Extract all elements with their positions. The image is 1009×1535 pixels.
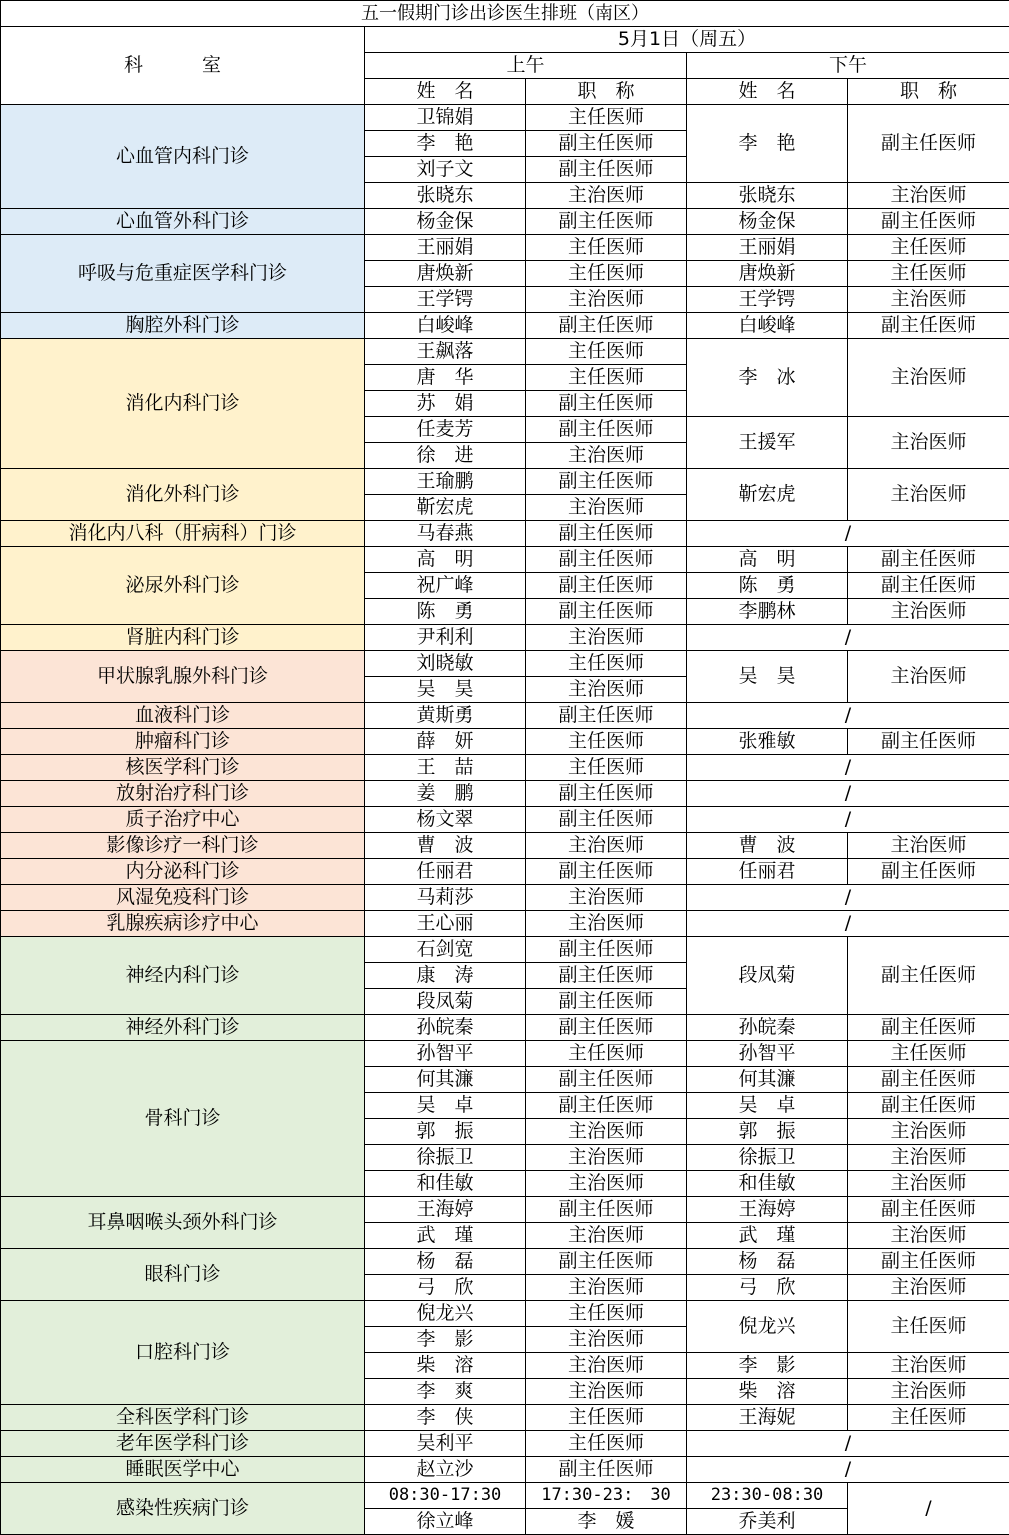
pm-doctor-rank: 主治医师 [848, 417, 1009, 469]
am-doctor-name: 陈 勇 [365, 599, 526, 625]
am-doctor-rank: 副主任医师 [526, 781, 687, 807]
department-name: 质子治疗中心 [1, 807, 365, 833]
table-row [1, 911, 1009, 937]
department-name: 内分泌科门诊 [1, 859, 365, 885]
pm-doctor-name: 段凤菊 [687, 937, 848, 1015]
pm-doctor-name: 王学锷 [687, 287, 848, 313]
am-doctor-name: 李 影 [365, 1327, 526, 1353]
pm-doctor-name: 任丽君 [687, 859, 848, 885]
pm-doctor-name: 柴 溶 [687, 1379, 848, 1405]
am-doctor-name: 康 涛 [365, 963, 526, 989]
pm-doctor-rank: 副主任医师 [848, 313, 1009, 339]
department-name: 放射治疗科门诊 [1, 781, 365, 807]
pm-no-clinic: / [687, 755, 1009, 781]
am-doctor-rank: 副主任医师 [526, 209, 687, 235]
department-name: 老年医学科门诊 [1, 1431, 365, 1457]
department-name: 心血管外科门诊 [1, 209, 365, 235]
department-name: 影像诊疗一科门诊 [1, 833, 365, 859]
am-doctor-name: 何其濂 [365, 1067, 526, 1093]
am-doctor-rank: 主任医师 [526, 651, 687, 677]
department-name: 神经外科门诊 [1, 1015, 365, 1041]
pm-doctor-name: 徐振卫 [687, 1145, 848, 1171]
am-doctor-rank: 主任医师 [526, 339, 687, 365]
table-row [1, 1431, 1009, 1457]
pm-doctor-name: 吴 卓 [687, 1093, 848, 1119]
am-doctor-rank: 主任医师 [526, 235, 687, 261]
am-doctor-rank: 副主任医师 [526, 859, 687, 885]
am-doctor-name: 唐 华 [365, 365, 526, 391]
am-doctor-rank: 副主任医师 [526, 1093, 687, 1119]
am-doctor-rank: 副主任医师 [526, 391, 687, 417]
am-doctor-rank: 副主任医师 [526, 313, 687, 339]
am-doctor-rank: 副主任医师 [526, 469, 687, 495]
am-doctor-name: 孙智平 [365, 1041, 526, 1067]
am-doctor-rank: 主治医师 [526, 625, 687, 651]
am-doctor-name: 倪龙兴 [365, 1301, 526, 1327]
pm-doctor-name: 王丽娟 [687, 235, 848, 261]
am-doctor-name: 石剑宽 [365, 937, 526, 963]
pm-doctor-rank: 副主任医师 [848, 729, 1009, 755]
am-doctor-name: 吴 昊 [365, 677, 526, 703]
am-doctor-name: 刘子文 [365, 157, 526, 183]
am-doctor-name: 曹 波 [365, 833, 526, 859]
pm-doctor-name: 杨金保 [687, 209, 848, 235]
pm-doctor-rank: 副主任医师 [848, 1093, 1009, 1119]
table-row [1, 209, 1009, 235]
pm-doctor-rank: 副主任医师 [848, 937, 1009, 1015]
department-name: 肿瘤科门诊 [1, 729, 365, 755]
am-doctor-rank: 主任医师 [526, 755, 687, 781]
am-doctor-rank: 主任医师 [526, 1301, 687, 1327]
pm-doctor-rank: 主任医师 [848, 1301, 1009, 1353]
department-name: 眼科门诊 [1, 1249, 365, 1301]
table-row [1, 833, 1009, 859]
am-doctor-name: 王飙落 [365, 339, 526, 365]
shift-time: 08:30-17:30 [365, 1483, 526, 1509]
am-doctor-name: 柴 溶 [365, 1353, 526, 1379]
table-row [1, 651, 1009, 677]
am-doctor-name: 黄斯勇 [365, 703, 526, 729]
am-doctor-rank: 副主任医师 [526, 521, 687, 547]
am-doctor-rank: 主治医师 [526, 885, 687, 911]
header-afternoon: 下午 [687, 53, 1009, 79]
table-row [1, 755, 1009, 781]
am-doctor-name: 徐振卫 [365, 1145, 526, 1171]
table-row [1, 469, 1009, 495]
pm-doctor-name: 王海妮 [687, 1405, 848, 1431]
page-title: 五一假期门诊出诊医生排班（南区） [1, 1, 1009, 27]
am-doctor-rank: 副主任医师 [526, 599, 687, 625]
pm-no-clinic: / [687, 885, 1009, 911]
am-doctor-rank: 主任医师 [526, 365, 687, 391]
department-name: 胸腔外科门诊 [1, 313, 365, 339]
am-doctor-name: 杨 磊 [365, 1249, 526, 1275]
department-name: 全科医学科门诊 [1, 1405, 365, 1431]
pm-doctor-name: 孙皖秦 [687, 1015, 848, 1041]
table-row [1, 1197, 1009, 1223]
am-doctor-name: 李 艳 [365, 131, 526, 157]
shift-time: 17:30-23: 30 [526, 1483, 687, 1509]
pm-doctor-rank: 副主任医师 [848, 209, 1009, 235]
am-doctor-rank: 主治医师 [526, 1353, 687, 1379]
am-doctor-rank: 副主任医师 [526, 1249, 687, 1275]
header-am-name: 姓 名 [365, 79, 526, 105]
pm-doctor-rank: 主治医师 [848, 287, 1009, 313]
am-doctor-name: 高 明 [365, 547, 526, 573]
am-doctor-rank: 主治医师 [526, 1379, 687, 1405]
am-doctor-name: 徐 进 [365, 443, 526, 469]
am-doctor-name: 靳宏虎 [365, 495, 526, 521]
department-name: 神经内科门诊 [1, 937, 365, 1015]
am-doctor-name: 卫锦娟 [365, 105, 526, 131]
header-date: 5月1日（周五） [365, 27, 1009, 53]
shift-time: 23:30-08:30 [687, 1483, 848, 1509]
table-row [1, 937, 1009, 963]
table-row [1, 807, 1009, 833]
am-doctor-rank: 主治医师 [526, 1327, 687, 1353]
department-name: 血液科门诊 [1, 703, 365, 729]
pm-doctor-rank: 主治医师 [848, 1223, 1009, 1249]
pm-doctor-name: 孙智平 [687, 1041, 848, 1067]
pm-doctor-rank: 主治医师 [848, 1275, 1009, 1301]
shift-doctor-name: 乔美利 [687, 1509, 848, 1535]
table-row [1, 625, 1009, 651]
department-name: 骨科门诊 [1, 1041, 365, 1197]
am-doctor-name: 李 侠 [365, 1405, 526, 1431]
am-doctor-name: 白峻峰 [365, 313, 526, 339]
pm-doctor-rank: 主治医师 [848, 599, 1009, 625]
am-doctor-name: 王瑜鹏 [365, 469, 526, 495]
am-doctor-rank: 主任医师 [526, 261, 687, 287]
department-name: 呼吸与危重症医学科门诊 [1, 235, 365, 313]
department-name: 口腔科门诊 [1, 1301, 365, 1405]
pm-doctor-name: 白峻峰 [687, 313, 848, 339]
am-doctor-rank: 主任医师 [526, 1431, 687, 1457]
am-doctor-rank: 主治医师 [526, 911, 687, 937]
am-doctor-rank: 主治医师 [526, 1171, 687, 1197]
am-doctor-name: 姜 鹏 [365, 781, 526, 807]
pm-doctor-name: 张雅敏 [687, 729, 848, 755]
department-name: 消化内八科（肝病科）门诊 [1, 521, 365, 547]
table-row [1, 521, 1009, 547]
am-doctor-rank: 主治医师 [526, 287, 687, 313]
am-doctor-rank: 主任医师 [526, 105, 687, 131]
am-doctor-rank: 主治医师 [526, 677, 687, 703]
am-doctor-rank: 副主任医师 [526, 1457, 687, 1483]
department-name: 肾脏内科门诊 [1, 625, 365, 651]
table-row [1, 1301, 1009, 1327]
am-doctor-rank: 主治医师 [526, 183, 687, 209]
am-doctor-rank: 副主任医师 [526, 1067, 687, 1093]
pm-doctor-rank: 副主任医师 [848, 1067, 1009, 1093]
pm-doctor-rank: 主治医师 [848, 469, 1009, 521]
table-row [1, 1249, 1009, 1275]
table-row [1, 1405, 1009, 1431]
pm-no-clinic: / [687, 625, 1009, 651]
am-doctor-rank: 副主任医师 [526, 703, 687, 729]
pm-doctor-name: 李 冰 [687, 339, 848, 417]
pm-doctor-rank: 主治医师 [848, 339, 1009, 417]
header-pm-name: 姓 名 [687, 79, 848, 105]
am-doctor-name: 张晓东 [365, 183, 526, 209]
header-pm-rank: 职 称 [848, 79, 1009, 105]
pm-doctor-name: 高 明 [687, 547, 848, 573]
am-doctor-name: 李 爽 [365, 1379, 526, 1405]
pm-doctor-rank: 主任医师 [848, 1041, 1009, 1067]
department-name: 感染性疾病门诊 [1, 1483, 365, 1535]
am-doctor-rank: 副主任医师 [526, 937, 687, 963]
pm-doctor-name: 王援军 [687, 417, 848, 469]
am-doctor-name: 吴利平 [365, 1431, 526, 1457]
am-doctor-name: 杨文翠 [365, 807, 526, 833]
table-row [1, 235, 1009, 261]
am-doctor-rank: 副主任医师 [526, 417, 687, 443]
am-doctor-name: 王丽娟 [365, 235, 526, 261]
pm-doctor-name: 靳宏虎 [687, 469, 848, 521]
pm-doctor-name: 李鹏林 [687, 599, 848, 625]
table-row [1, 313, 1009, 339]
pm-doctor-name: 何其濂 [687, 1067, 848, 1093]
am-doctor-name: 尹利利 [365, 625, 526, 651]
pm-doctor-rank: 副主任医师 [848, 105, 1009, 183]
am-doctor-name: 马春燕 [365, 521, 526, 547]
table-row [1, 729, 1009, 755]
department-name: 泌尿外科门诊 [1, 547, 365, 625]
table-row [1, 547, 1009, 573]
table-row [1, 1483, 1009, 1509]
pm-doctor-rank: 主治医师 [848, 833, 1009, 859]
am-doctor-name: 王心丽 [365, 911, 526, 937]
table-row [1, 781, 1009, 807]
no-clinic: / [848, 1483, 1009, 1535]
department-name: 耳鼻咽喉头颈外科门诊 [1, 1197, 365, 1249]
pm-doctor-name: 张晓东 [687, 183, 848, 209]
department-name: 消化外科门诊 [1, 469, 365, 521]
am-doctor-rank: 主治医师 [526, 1275, 687, 1301]
shift-doctor-name: 徐立峰 [365, 1509, 526, 1535]
pm-doctor-name: 王海婷 [687, 1197, 848, 1223]
am-doctor-rank: 副主任医师 [526, 1015, 687, 1041]
am-doctor-rank: 主治医师 [526, 1119, 687, 1145]
pm-no-clinic: / [687, 1431, 1009, 1457]
pm-doctor-name: 陈 勇 [687, 573, 848, 599]
am-doctor-name: 苏 娟 [365, 391, 526, 417]
table-row [1, 1041, 1009, 1067]
pm-doctor-rank: 主治医师 [848, 651, 1009, 703]
department-name: 心血管内科门诊 [1, 105, 365, 209]
am-doctor-name: 段凤菊 [365, 989, 526, 1015]
am-doctor-rank: 主治医师 [526, 1223, 687, 1249]
pm-doctor-rank: 主治医师 [848, 1119, 1009, 1145]
header-morning: 上午 [365, 53, 687, 79]
am-doctor-name: 吴 卓 [365, 1093, 526, 1119]
shift-doctor-name: 李 媛 [526, 1509, 687, 1535]
department-name: 风湿免疫科门诊 [1, 885, 365, 911]
pm-doctor-rank: 主任医师 [848, 235, 1009, 261]
pm-doctor-name: 李 艳 [687, 105, 848, 183]
pm-no-clinic: / [687, 807, 1009, 833]
am-doctor-name: 祝广峰 [365, 573, 526, 599]
am-doctor-rank: 主任医师 [526, 1405, 687, 1431]
pm-doctor-rank: 主治医师 [848, 1353, 1009, 1379]
am-doctor-name: 杨金保 [365, 209, 526, 235]
am-doctor-name: 孙皖秦 [365, 1015, 526, 1041]
am-doctor-name: 唐焕新 [365, 261, 526, 287]
am-doctor-rank: 主任医师 [526, 729, 687, 755]
am-doctor-name: 王学锷 [365, 287, 526, 313]
department-name: 核医学科门诊 [1, 755, 365, 781]
pm-doctor-rank: 副主任医师 [848, 1197, 1009, 1223]
pm-doctor-rank: 副主任医师 [848, 1249, 1009, 1275]
pm-doctor-name: 武 瑾 [687, 1223, 848, 1249]
am-doctor-rank: 副主任医师 [526, 963, 687, 989]
table-row [1, 339, 1009, 365]
am-doctor-name: 任丽君 [365, 859, 526, 885]
pm-doctor-name: 郭 振 [687, 1119, 848, 1145]
am-doctor-name: 王 喆 [365, 755, 526, 781]
am-doctor-rank: 副主任医师 [526, 1197, 687, 1223]
department-name: 睡眠医学中心 [1, 1457, 365, 1483]
am-doctor-rank: 主任医师 [526, 1041, 687, 1067]
am-doctor-rank: 副主任医师 [526, 131, 687, 157]
pm-doctor-rank: 副主任医师 [848, 547, 1009, 573]
table-row [1, 703, 1009, 729]
pm-doctor-rank: 主治医师 [848, 1171, 1009, 1197]
pm-doctor-rank: 主治医师 [848, 1379, 1009, 1405]
pm-doctor-rank: 副主任医师 [848, 573, 1009, 599]
am-doctor-rank: 主治医师 [526, 443, 687, 469]
pm-no-clinic: / [687, 781, 1009, 807]
am-doctor-rank: 主治医师 [526, 1145, 687, 1171]
pm-doctor-name: 倪龙兴 [687, 1301, 848, 1353]
am-doctor-rank: 副主任医师 [526, 547, 687, 573]
pm-doctor-rank: 主任医师 [848, 1405, 1009, 1431]
pm-doctor-rank: 主治医师 [848, 1145, 1009, 1171]
am-doctor-rank: 主治医师 [526, 833, 687, 859]
pm-no-clinic: / [687, 703, 1009, 729]
am-doctor-name: 和佳敏 [365, 1171, 526, 1197]
pm-doctor-rank: 副主任医师 [848, 1015, 1009, 1041]
am-doctor-rank: 副主任医师 [526, 807, 687, 833]
table-row [1, 859, 1009, 885]
am-doctor-name: 郭 振 [365, 1119, 526, 1145]
am-doctor-rank: 副主任医师 [526, 573, 687, 599]
department-name: 甲状腺乳腺外科门诊 [1, 651, 365, 703]
pm-no-clinic: / [687, 521, 1009, 547]
pm-doctor-name: 李 影 [687, 1353, 848, 1379]
am-doctor-name: 弓 欣 [365, 1275, 526, 1301]
table-row [1, 1457, 1009, 1483]
am-doctor-name: 任麦芳 [365, 417, 526, 443]
pm-doctor-name: 吴 昊 [687, 651, 848, 703]
am-doctor-name: 刘晓敏 [365, 651, 526, 677]
am-doctor-name: 马莉莎 [365, 885, 526, 911]
pm-doctor-name: 唐焕新 [687, 261, 848, 287]
table-row [1, 1015, 1009, 1041]
am-doctor-rank: 副主任医师 [526, 989, 687, 1015]
pm-doctor-rank: 副主任医师 [848, 859, 1009, 885]
am-doctor-name: 薛 妍 [365, 729, 526, 755]
pm-doctor-name: 弓 欣 [687, 1275, 848, 1301]
pm-doctor-rank: 主治医师 [848, 183, 1009, 209]
header-department: 科 室 [1, 27, 365, 105]
pm-doctor-name: 杨 磊 [687, 1249, 848, 1275]
pm-doctor-rank: 主任医师 [848, 261, 1009, 287]
am-doctor-rank: 主治医师 [526, 495, 687, 521]
am-doctor-name: 赵立沙 [365, 1457, 526, 1483]
table-row [1, 105, 1009, 131]
am-doctor-name: 武 瑾 [365, 1223, 526, 1249]
pm-no-clinic: / [687, 1457, 1009, 1483]
am-doctor-name: 王海婷 [365, 1197, 526, 1223]
am-doctor-rank: 副主任医师 [526, 157, 687, 183]
header-am-rank: 职 称 [526, 79, 687, 105]
pm-doctor-name: 和佳敏 [687, 1171, 848, 1197]
department-name: 消化内科门诊 [1, 339, 365, 469]
pm-no-clinic: / [687, 911, 1009, 937]
department-name: 乳腺疾病诊疗中心 [1, 911, 365, 937]
pm-doctor-name: 曹 波 [687, 833, 848, 859]
table-row [1, 885, 1009, 911]
